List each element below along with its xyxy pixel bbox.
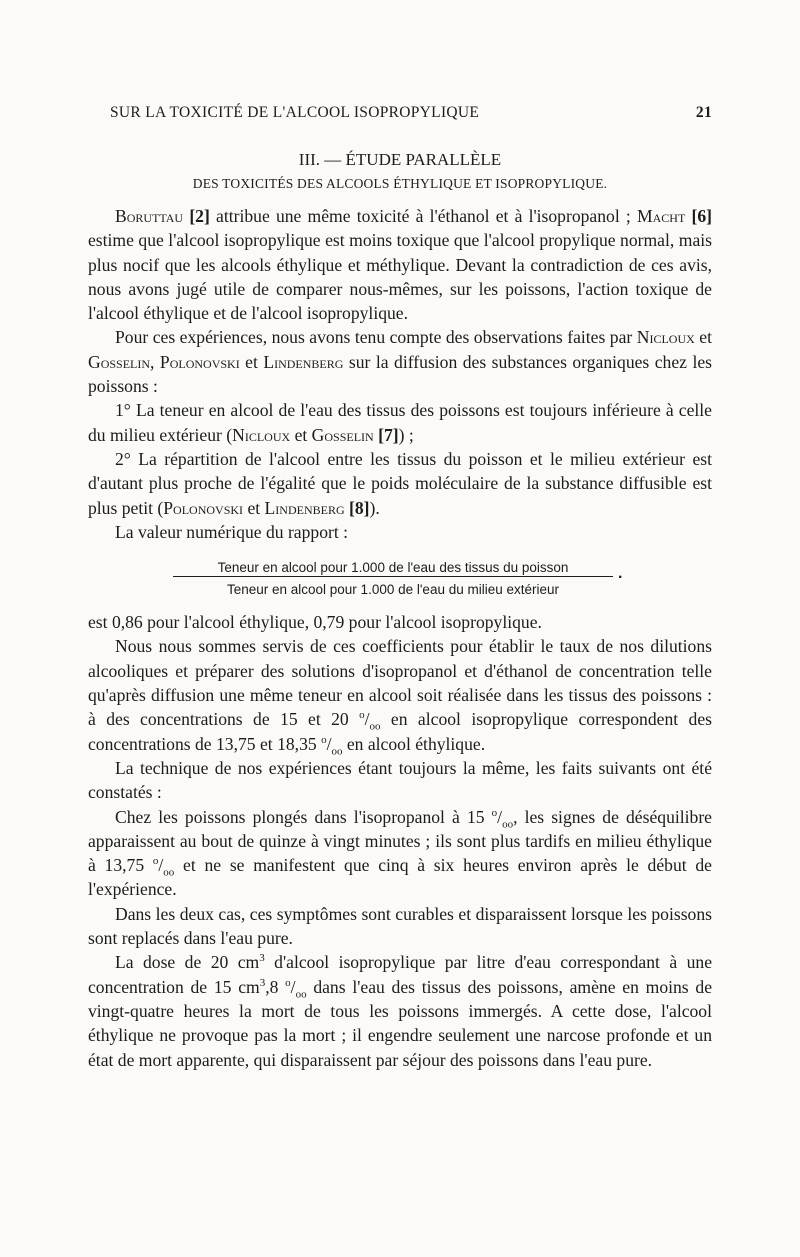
text: et ne se manifestent que cinq à six heures environ après le début de l'expérience. bbox=[88, 855, 712, 900]
permille-sub: oo bbox=[295, 988, 307, 1001]
paragraph-2 bbox=[88, 325, 712, 398]
permille-sup: o bbox=[152, 855, 159, 868]
paragraph-11: La dose de 20 $cm^3$ d'alcool isopropylique par litre d'eau correspondant à une concentration de 15 $cm^3,8$ $^o/_{oo}$ dans l'eau des tissus des poissons, amène en moins de vingt-quatre heures la mort de tous les poissons immergés. A cette dose, l'alcool éthylique ne provoque pas la mort ; il engendre seulement une narcose profonde et un état de mort apparente, qui disparaissent par séjour des poissons dans l'eau pure. bbox=[88, 952, 713, 1070]
text: 2° La répartition de l'alcool entre les tissus du poisson et le milieu extérieur est d'autant plus proche de l'égalité que le poids moléculaire de la substance diffusible est plus petit ( bbox=[88, 448, 712, 518]
ref-7: [7] bbox=[378, 424, 399, 445]
paragraph-3 bbox=[88, 398, 712, 447]
fraction-period: . bbox=[618, 565, 623, 583]
paragraph-8: La technique de nos expériences étant toujours la même, les faits suivants ont été constatés : bbox=[88, 757, 712, 803]
author-gosselin: Gosselin bbox=[88, 351, 151, 372]
section-subtitle: DES TOXICITÉS DES ALCOOLS ÉTHYLIQUE ET ISOPROPYLIQUE. bbox=[192, 176, 608, 191]
cube-sup: 3 bbox=[259, 976, 266, 989]
cube-sup: 3 bbox=[259, 952, 265, 965]
author-lindenberg: Lindenberg bbox=[264, 497, 345, 518]
text: en alcool isopropylique correspondent des concentrations de 13,75 et 18,35 bbox=[88, 709, 712, 754]
author-nicloux: Nicloux bbox=[636, 327, 695, 348]
text: Chez les poissons plongés dans l'isopropanol à 15 bbox=[115, 806, 492, 827]
ref-6: [6] bbox=[691, 206, 713, 226]
text: et bbox=[694, 327, 712, 348]
paragraph-6: est 0,86 pour l'alcool éthylique, 0,79 pour l'alcool isopropylique. bbox=[88, 612, 542, 633]
ref-8: [8] bbox=[349, 497, 370, 518]
permille-sub: oo bbox=[369, 720, 381, 733]
text: et bbox=[243, 497, 265, 518]
paragraph-1 bbox=[88, 204, 712, 325]
text: 1° La teneur en alcool de l'eau des tissus des poissons est toujours inférieure à celle du milieu extérieur ( bbox=[88, 400, 712, 445]
section-title: III. — ÉTUDE PARALLÈLE bbox=[298, 150, 502, 169]
text: , les signes de déséquilibre apparaissent au bout de quinze à vingt minutes ; ils sont plus tardifs en milieu éthylique à 13,75 bbox=[88, 806, 712, 876]
fraction-denominator: Teneur en alcool pour 1.000 de l'eau du milieu extérieur bbox=[226, 582, 560, 598]
text: estime que l'alcool isopropylique est moins toxique que l'alcool propylique normal, mais plus nocif que les alcools éthylique et méthylique. Devant la contradiction de ces avis, nous avons jugé utile de comparer nous-mêmes, sur les poissons, l'action toxique de l'alcool éthylique et de l'alcool isopropylique. bbox=[88, 230, 712, 324]
permille-sup: o bbox=[359, 709, 365, 722]
text: en alcool éthylique. bbox=[342, 733, 486, 754]
text: ). bbox=[369, 497, 380, 518]
text: dans l'eau des tissus des poissons, amène en moins de vingt-quatre heures la mort de tous les poissons immergés. A cette dose, l'alcool éthylique ne provoque pas la mort ; il engendre seulement une narcose profonde et un état de mort apparente, qui disparaissent par séjour des poissons dans l'eau pure. bbox=[88, 976, 713, 1070]
ratio-fraction bbox=[88, 552, 712, 604]
author-lindenberg: Lindenberg bbox=[263, 351, 344, 372]
author-gosselin: Gosselin bbox=[311, 424, 374, 445]
text: , bbox=[150, 351, 160, 372]
text: et bbox=[239, 351, 264, 372]
text: ,8 bbox=[265, 976, 286, 997]
text: sur la diffusion des substances organiques chez les poissons : bbox=[88, 351, 712, 397]
running-title: SUR LA TOXICITÉ DE L'ALCOOL ISOPROPYLIQUE bbox=[110, 104, 480, 121]
author-boruttau: Boruttau bbox=[115, 206, 184, 226]
fraction-bar bbox=[173, 576, 613, 577]
author-macht: Macht bbox=[636, 206, 686, 226]
text: ) ; bbox=[398, 424, 414, 445]
permille-sup: o bbox=[285, 976, 291, 989]
text: La dose de 20 cm bbox=[115, 952, 260, 973]
permille-sub: oo bbox=[163, 866, 175, 879]
paragraph-10: Dans les deux cas, ces symptômes sont curables et disparaissent lorsque les poissons sont replacés dans l'eau pure. bbox=[88, 903, 712, 949]
paragraph-9: Chez les poissons plongés dans l'isopropanol à 15 $^o/_{oo}$, les signes de déséquilibre apparaissent au bout de quinze à vingt minutes ; ils sont plus tardifs en milieu éthylique à 13,75 $^o/_{oo}$ et ne se manifestent que cinq à six heures environ après le début de l'expérience. bbox=[88, 806, 712, 900]
text: d'alcool isopropylique par litre d'eau correspondant à une concentration de 15 cm bbox=[88, 952, 713, 997]
permille-sup: o bbox=[491, 806, 498, 819]
text: Pour ces expériences, nous avons tenu compte des observations faites par bbox=[115, 327, 637, 348]
paragraph-4 bbox=[88, 447, 712, 520]
permille-sub: oo bbox=[331, 745, 343, 758]
page-number: 21 bbox=[695, 104, 712, 121]
permille-sup: o bbox=[321, 733, 327, 746]
permille-sub: oo bbox=[502, 818, 514, 831]
author-nicloux: Nicloux bbox=[232, 424, 291, 445]
author-polonovski: Polonovski bbox=[159, 351, 240, 372]
text: Nous nous sommes servis de ces coefficients pour établir le taux de nos dilutions alcooliques et préparer des solutions d'isopropanol et d'éthanol de concentration telle qu'après diffusion une même teneur en alcool soit réalisée dans les tissus des poissons : à des concentrations de 15 et 20 bbox=[88, 636, 712, 730]
body-text bbox=[88, 204, 712, 1072]
text: et bbox=[290, 424, 312, 445]
paragraph-5: La valeur numérique du rapport : bbox=[115, 521, 349, 542]
ref-2: [2] bbox=[189, 206, 210, 226]
text: attribue une même toxicité à l'éthanol et à l'isopropanol ; bbox=[209, 206, 637, 226]
paragraph-7: Nous nous sommes servis de ces coefficients pour établir le taux de nos dilutions alcooliques et préparer des solutions d'isopropanol et d'éthanol de concentration telle qu'après diffusion une même teneur en alcool soit réalisée dans les tissus des poissons : à des concentrations de 15 et 20 $^o/_{oo}$ en alcool isopropylique correspondent des concentrations de 13,75 et 18,35 $^o/_{oo}$ en alcool éthylique. bbox=[88, 636, 712, 758]
author-polonovski: Polonovski bbox=[163, 497, 244, 518]
fraction-numerator: Teneur en alcool pour 1.000 de l'eau des tissus du poisson bbox=[217, 560, 569, 576]
